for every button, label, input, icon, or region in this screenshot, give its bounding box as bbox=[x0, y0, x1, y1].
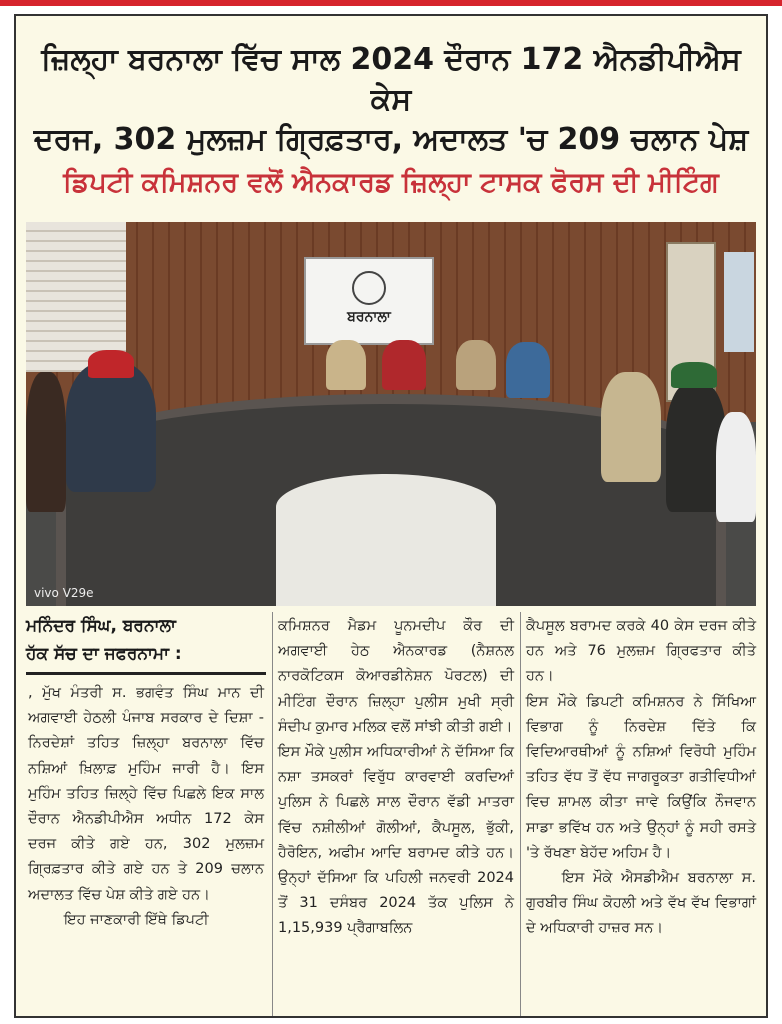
wall-map bbox=[724, 252, 754, 352]
person bbox=[506, 342, 550, 398]
headline-line-2: ਦਰਜ, 302 ਮੁਲਜ਼ਮ ਗ੍ਰਿਫ਼ਤਾਰ, ਅਦਾਲਤ 'ਚ 209 ਚਲਾਨ ਪੇਸ਼ bbox=[33, 122, 749, 157]
paragraph: ਕਮਿਸ਼ਨਰ ਮੈਡਮ ਪੂਨਮਦੀਪ ਕੌਰ ਦੀ ਅਗਵਾਈ ਹੇਠ ਐਨਕਾਰਡ (ਨੈਸ਼ਨਲ ਨਾਰਕੋਟਿਕਸ ਕੋਆਰਡੀਨੇਸ਼ਨ ਪੋਰਟਲ) ਦੀ ਮੀਟਿੰਗ ਦੌਰਾਨ ਜ਼ਿਲ੍ਹਾ ਪੁਲੀਸ ਮੁਖੀ ਸ੍ਰੀ ਸੰਦੀਪ ਕੁਮਾਰ ਮਲਿਕ ਵਲੋਂ ਸਾਂਝੀ ਕੀਤੀ ਗਈ। bbox=[278, 618, 514, 735]
paragraph: ਇਸ ਮੌਕੇ ਡਿਪਟੀ ਕਮਿਸ਼ਨਰ ਨੇ ਸਿੱਖਿਆ ਵਿਭਾਗ ਨੂੰ ਨਿਰਦੇਸ਼ ਦਿੱਤੇ ਕਿ ਵਿਦਿਆਰਥੀਆਂ ਨੂੰ ਨਸ਼ਿਆਂ ਵਿਰੋਧੀ ਮੁਹਿੰਮ ਤਹਿਤ ਵੱਧ ਤੋਂ ਵੱਧ ਜਾਗਰੂਕਤਾ ਗਤੀਵਿਧੀਆਂ ਵਿਚ ਸ਼ਾਮਲ ਕੀਤਾ ਜਾਵੇ ਕਿਉਂਕਿ ਨੌਜਵਾਨ ਸਾਡਾ ਭਵਿੱਖ ਹਨ ਅਤੇ ਉਨ੍ਹਾਂ ਨੂੰ ਸਹੀ ਰਸਤੇ 'ਤੇ ਰੱਖਣਾ ਬੇਹੱਦ ਅਹਿਮ ਹੈ। bbox=[526, 693, 756, 861]
article-column-2 bbox=[278, 614, 514, 942]
byline bbox=[26, 612, 266, 675]
person bbox=[26, 372, 66, 512]
reporter-name: ਮਨਿੰਦਰ ਸਿੰਘ, ਬਰਨਾਲਾ bbox=[26, 616, 176, 636]
newspaper-name: ਹੱਕ ਸੱਚ ਦਾ ਜਫਰਨਾਮਾ : bbox=[26, 644, 182, 664]
person bbox=[671, 362, 717, 388]
headline-block bbox=[24, 26, 758, 216]
table-center-floor bbox=[276, 474, 496, 606]
person bbox=[601, 372, 661, 482]
person bbox=[66, 362, 156, 492]
article-column-3 bbox=[526, 614, 756, 942]
person bbox=[326, 340, 366, 390]
paragraph: ਇਸ ਮੌਕੇ ਪੁਲੀਸ ਅਧਿਕਾਰੀਆਂ ਨੇ ਦੱਸਿਆ ਕਿ ਨਸ਼ਾ ਤਸਕਰਾਂ ਵਿਰੁੱਧ ਕਾਰਵਾਈ ਕਰਦਿਆਂ ਪੁਲਿਸ ਨੇ ਪਿਛਲੇ ਸਾਲ ਦੌਰਾਨ ਵੱਡੀ ਮਾਤਰਾ ਵਿੱਚ ਨਸ਼ੀਲੀਆਂ ਗੋਲੀਆਂ, ਕੈਪਸੂਲ, ਭੁੱਕੀ, ਹੈਰੋਇਨ, ਅਫੀਮ ਆਦਿ ਬਰਾਮਦ ਕੀਤੇ ਹਨ। ਉਨ੍ਹਾਂ ਦੱਸਿਆ ਕਿ ਪਹਿਲੀ ਜਨਵਰੀ 2024 ਤੋਂ 31 ਦਸੰਬਰ 2024 ਤੱਕ ਪੁਲਿਸ ਨੇ 1,15,939 ਪ੍ਰੈਗਾਬਲਿਨ bbox=[278, 744, 514, 937]
person bbox=[88, 350, 134, 378]
banner-text: ਬਰਨਾਲਾ bbox=[347, 309, 391, 325]
camera-watermark: vivo V29e bbox=[34, 586, 94, 600]
emblem-icon bbox=[352, 271, 386, 305]
headline-line-1: ਜ਼ਿਲ੍ਹਾ ਬਰਨਾਲਾ ਵਿੱਚ ਸਾਲ 2024 ਦੌਰਾਨ 172 ਐਨਡੀਪੀਐਸ ਕੇਸ bbox=[41, 42, 741, 117]
news-clipping bbox=[14, 14, 768, 1018]
article-column-1 bbox=[28, 681, 264, 933]
subheadline: ਡਿਪਟੀ ਕਮਿਸ਼ਨਰ ਵਲੋਂ ਐਨਕਾਰਡ ਜ਼ਿਲ੍ਹਾ ਟਾਸਕ ਫੋਰਸ ਦੀ ਮੀਟਿੰਗ bbox=[63, 167, 719, 198]
column-divider bbox=[520, 612, 521, 1016]
column-divider bbox=[272, 612, 273, 1016]
person bbox=[456, 340, 496, 390]
person bbox=[382, 340, 426, 390]
barnala-banner bbox=[304, 257, 434, 345]
paragraph: ਇਹ ਜਾਣਕਾਰੀ ਇੱਥੇ ਡਿਪਟੀ bbox=[64, 911, 209, 928]
paragraph: , ਮੁੱਖ ਮੰਤਰੀ ਸ. ਭਗਵੰਤ ਸਿੰਘ ਮਾਨ ਦੀ ਅਗਵਾਈ ਹੇਠਲੀ ਪੰਜਾਬ ਸਰਕਾਰ ਦੇ ਦਿਸ਼ਾ - ਨਿਰਦੇਸ਼ਾਂ ਤਹਿਤ ਜ਼ਿਲ੍ਹਾ ਬਰਨਾਲਾ ਵਿੱਚ ਨਸ਼ਿਆਂ ਖ਼ਿਲਾਫ਼ ਮੁਹਿੰਮ ਜਾਰੀ ਹੈ। ਇਸ ਮੁਹਿੰਮ ਤਹਿਤ ਜ਼ਿਲ੍ਹੇ ਵਿੱਚ ਪਿਛਲੇ ਇਕ ਸਾਲ ਦੌਰਾਨ ਐਨਡੀਪੀਐਸ ਅਧੀਨ 172 ਕੇਸ ਦਰਜ ਕੀਤੇ ਗਏ ਹਨ, 302 ਮੁਲਜ਼ਮ ਗ੍ਰਿਫ਼ਤਾਰ ਕੀਤੇ ਗਏ ਹਨ ਤੇ 209 ਚਲਾਨ ਅਦਾਲਤ ਵਿੱਚ ਪੇਸ਼ ਕੀਤੇ ਗਏ ਹਨ। bbox=[28, 685, 264, 903]
paragraph: ਇਸ ਮੌਕੇ ਐਸਡੀਐਮ ਬਰਨਾਲਾ ਸ. ਗੁਰਬੀਰ ਸਿੰਘ ਕੋਹਲੀ ਅਤੇ ਵੱਖ ਵੱਖ ਵਿਭਾਗਾਂ ਦੇ ਅਧਿਕਾਰੀ ਹਾਜ਼ਰ ਸਨ। bbox=[526, 870, 756, 937]
person bbox=[716, 412, 756, 522]
paragraph: ਕੈਪਸੂਲ ਬਰਾਮਦ ਕਰਕੇ 40 ਕੇਸ ਦਰਜ ਕੀਤੇ ਹਨ ਅਤੇ 76 ਮੁਲਜ਼ਮ ਗ੍ਰਿਫਤਾਰ ਕੀਤੇ ਹਨ। bbox=[526, 618, 756, 685]
meeting-photo bbox=[26, 222, 756, 606]
top-red-bar bbox=[0, 0, 782, 6]
